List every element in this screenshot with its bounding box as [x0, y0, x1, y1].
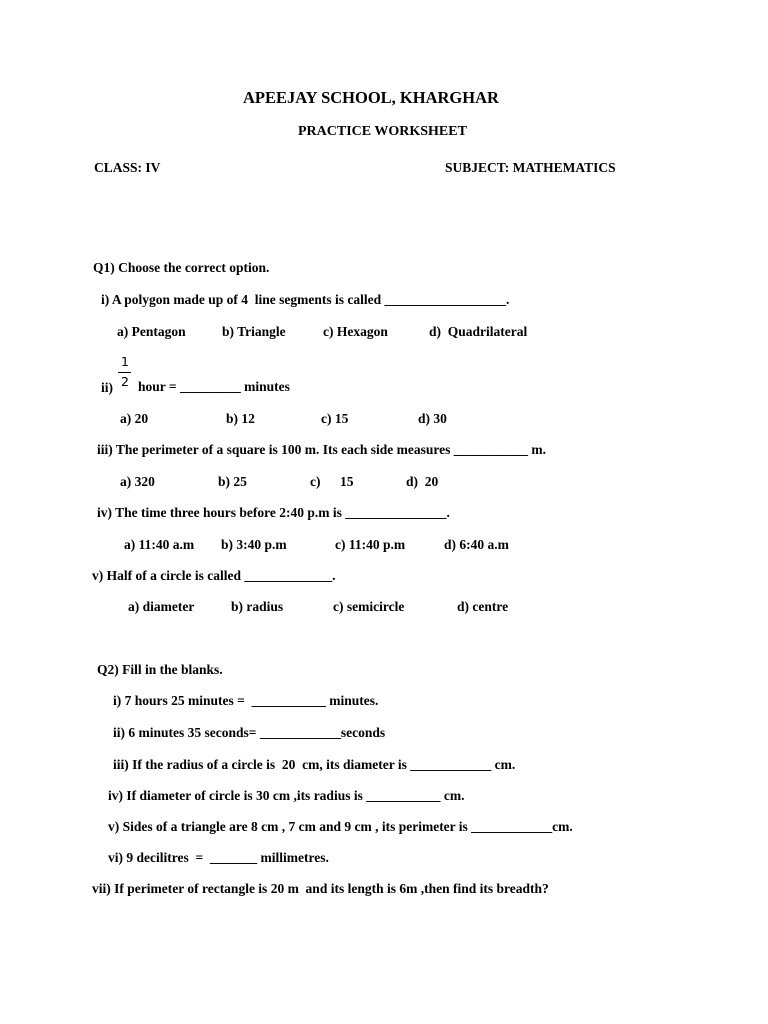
q1-v-option-c: c) semicircle [333, 599, 405, 614]
fraction-numerator: 1 [121, 354, 129, 369]
q1-iii-option-c-letter: c) [310, 474, 321, 489]
fraction-denominator: 2 [121, 374, 129, 389]
q2-item-i: i) 7 hours 25 minutes = ___________ minutes. [113, 693, 379, 708]
q1-iii-option-c-value: 15 [340, 474, 354, 489]
q1-i-option-c: c) Hexagon [323, 324, 388, 339]
q1-ii-question: hour = _________ minutes [138, 379, 290, 394]
q1-i-option-a: a) Pentagon [117, 324, 186, 339]
q1-iv-option-b: b) 3:40 p.m [221, 537, 287, 552]
q1-v-option-b: b) radius [231, 599, 284, 614]
q2-item-vii: vii) If perimeter of rectangle is 20 m and its length is 6m ,then find its breadth? [92, 881, 549, 896]
fraction-bar [118, 372, 131, 373]
worksheet-title: PRACTICE WORKSHEET [298, 124, 467, 139]
class-label: CLASS: IV [94, 160, 161, 175]
q2-item-v: v) Sides of a triangle are 8 cm , 7 cm and 9 cm , its perimeter is ____________cm. [108, 819, 573, 834]
q1-iv-question: iv) The time three hours before 2:40 p.m is _______________. [97, 505, 450, 520]
q2-item-iii: iii) If the radius of a circle is 20 cm, its diameter is ____________ cm. [113, 757, 516, 772]
q1-i-question: i) A polygon made up of 4 line segments is called __________________. [101, 292, 510, 307]
q2-heading: Q2) Fill in the blanks. [97, 662, 223, 677]
q1-v-question: v) Half of a circle is called _____________. [92, 568, 336, 583]
q1-v-option-a: a) diameter [128, 599, 195, 614]
q1-iv-option-a: a) 11:40 a.m [124, 537, 195, 552]
q2-item-vi: vi) 9 decilitres = _______ millimetres. [108, 850, 329, 865]
q1-iii-question: iii) The perimeter of a square is 100 m. Its each side measures ___________ m. [97, 442, 546, 457]
q1-ii-option-b: b) 12 [226, 411, 255, 426]
q1-iv-option-c: c) 11:40 p.m [335, 537, 406, 552]
q1-iii-option-b: b) 25 [218, 474, 247, 489]
q1-iv-option-d: d) 6:40 a.m [444, 537, 509, 552]
q1-ii-prefix: ii) [101, 380, 113, 395]
q1-ii-option-c: c) 15 [321, 411, 349, 426]
q1-heading: Q1) Choose the correct option. [93, 260, 270, 275]
q1-ii-option-a: a) 20 [120, 411, 149, 426]
school-name: APEEJAY SCHOOL, KHARGHAR [243, 88, 499, 107]
q1-ii-option-d: d) 30 [418, 411, 447, 426]
q2-item-iv: iv) If diameter of circle is 30 cm ,its radius is ___________ cm. [108, 788, 465, 803]
q1-iii-option-a: a) 320 [120, 474, 155, 489]
q1-i-option-d: d) Quadrilateral [429, 324, 528, 339]
q2-item-ii: ii) 6 minutes 35 seconds= ____________seconds [113, 725, 386, 740]
q1-iii-option-d: d) 20 [406, 474, 439, 489]
subject-label: SUBJECT: MATHEMATICS [445, 160, 616, 175]
q1-i-option-b: b) Triangle [222, 324, 286, 339]
q1-v-option-d: d) centre [457, 599, 509, 614]
